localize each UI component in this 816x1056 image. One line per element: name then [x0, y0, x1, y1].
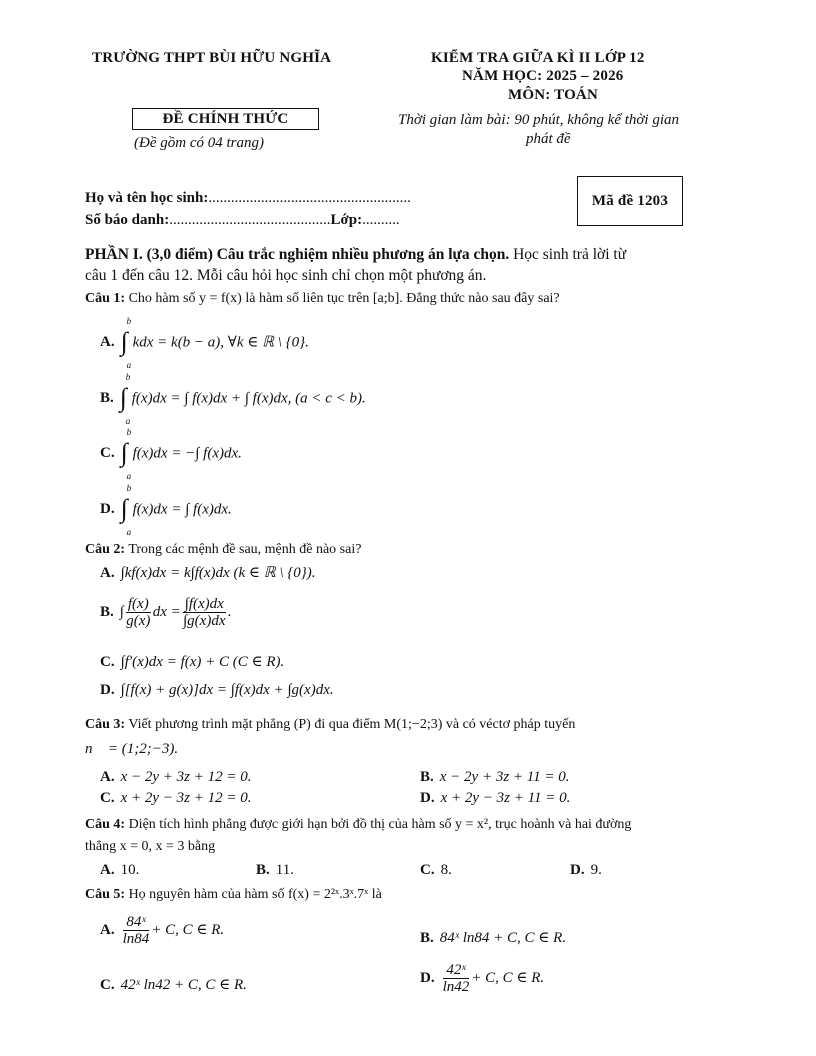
q3-option-c[interactable]: C. x + 2y − 3z + 12 = 0.	[100, 790, 252, 806]
q4-label: Câu 4:	[85, 817, 126, 832]
time-note: Thời gian làm bài: 90 phút, không kể thời gian	[398, 112, 679, 128]
q2-option-d[interactable]: D. ∫[f(x) + g(x)]dx = ∫f(x)dx + ∫g(x)dx.	[100, 682, 334, 698]
q4-option-d[interactable]: D. 9.	[570, 862, 602, 878]
part1-instruction-2: câu 1 đến câu 12. Mỗi câu hỏi học sinh chỉ chọn một phương án.	[85, 267, 487, 284]
school-year: NĂM HỌC: 2025 – 2026	[462, 68, 624, 84]
q3-option-b[interactable]: B. x − 2y + 3z + 11 = 0.	[420, 769, 570, 785]
exam-code: Mã đề 1203	[591, 193, 669, 209]
question-2	[85, 542, 361, 558]
q5-option-d[interactable]: D. $\frac{\text{42ˣ}}{\ln 42}$ + C, C ∈ R.	[420, 962, 545, 995]
question-3	[85, 717, 575, 733]
q3-option-d[interactable]: D. x + 2y − 3z + 11 = 0.	[420, 790, 571, 806]
q1-c-text: f(x)dx = −∫ f(x)dx.	[132, 445, 242, 462]
student-id-dots: ...........................................	[169, 212, 331, 228]
student-name-dots: ......................................................	[208, 190, 411, 206]
q4-text-2: thẳng x = 0, x = 3 bằng	[85, 839, 216, 854]
question-5	[85, 887, 382, 903]
q2-option-a[interactable]: A. ∫kf(x)dx = k∫f(x)dx (k ∈ ℝ \ {0}).	[100, 565, 316, 581]
q1-a-text: kdx = k(b − a), ∀k ∈ ℝ \ {0}.	[132, 334, 309, 351]
q5-label: Câu 5:	[85, 887, 126, 902]
official-box	[132, 108, 319, 130]
student-name-label: Họ và tên học sinh:	[85, 190, 209, 206]
q2-option-b[interactable]: B. ∫ $\frac{f(x)}{g(x)}$ dx = $\frac{\int f(x)dx}{\int g(x)dx}$ .	[100, 596, 232, 629]
official-label: ĐỀ CHÍNH THỨC	[162, 111, 289, 127]
q3-vector: n⃗ = (1;2;−3).	[85, 741, 179, 757]
q5-option-a[interactable]: A. $\frac{\text{84ˣ}}{\ln 84}$ + C, C ∈ R.	[100, 914, 225, 947]
q3-text: Viết phương trình mặt phẳng (P) đi qua điểm M(1;−2;3) và có véctơ pháp tuyến	[128, 717, 576, 732]
class-dots: ..........	[362, 212, 400, 228]
q2-text: Trong các mệnh đề sau, mệnh đề nào sai?	[128, 542, 362, 557]
student-name-line	[85, 190, 411, 207]
class-label: Lớp:	[330, 212, 363, 228]
q5-a-frac: $\frac{\text{84ˣ}}{\ln 84}$	[122, 914, 150, 947]
subject: MÔN: TOÁN	[508, 87, 598, 103]
q1-d-text: f(x)dx = ∫ f(x)dx.	[132, 501, 232, 518]
time-note-2: phát đề	[526, 131, 571, 147]
school-name: TRƯỜNG THPT BÙI HỮU NGHĨA	[92, 50, 332, 66]
q4-option-a[interactable]: A. 10.	[100, 862, 140, 878]
q1-option-a[interactable]: A. ∫ b a kdx = k(b − a), ∀k ∈ ℝ \ {0}.	[100, 316, 309, 370]
q3-option-a[interactable]: A. x − 2y + 3z + 12 = 0.	[100, 769, 252, 785]
q3-label: Câu 3:	[85, 717, 126, 732]
q4-text: Diện tích hình phẳng được giới hạn bởi đồ thị của hàm số y = x², trục hoành và hai đường	[128, 817, 632, 832]
q5-text: Họ nguyên hàm của hàm số f(x) = 2²ˣ.3ˣ.7ˣ là	[128, 887, 382, 902]
q1-option-c[interactable]: C. ∫ b a f(x)dx = −∫ f(x)dx.	[100, 427, 242, 481]
exam-code-box	[577, 176, 683, 226]
q5-option-c[interactable]: C. 42ˣ ln42 + C, C ∈ R.	[100, 977, 247, 993]
question-1	[85, 291, 560, 307]
q1-b-text: f(x)dx = ∫ f(x)dx + ∫ f(x)dx, (a < c < b).	[131, 390, 366, 407]
q2-b-left-frac: $\frac{f(x)}{g(x)}$	[126, 596, 151, 629]
q1-option-b[interactable]: B. ∫ b a f(x)dx = ∫ f(x)dx + ∫ f(x)dx, (a < c < b).	[100, 372, 366, 426]
q4-option-c[interactable]: C. 8.	[420, 862, 452, 878]
q2-a-text: ∫kf(x)dx = k∫f(x)dx (k ∈ ℝ \ {0}).	[120, 565, 316, 581]
question-4	[85, 817, 631, 833]
part1-title: PHẦN I. (3,0 điểm) Câu trắc nghiệm nhiều phương án lựa chọn.	[85, 246, 510, 263]
q5-d-frac: $\frac{\text{42ˣ}}{\ln 42}$	[442, 962, 470, 995]
q1-label: Câu 1:	[85, 291, 126, 306]
q1-option-d[interactable]: D. ∫ b a f(x)dx = ∫ f(x)dx.	[100, 483, 232, 537]
q4-option-b[interactable]: B. 11.	[256, 862, 294, 878]
student-id-line	[85, 212, 400, 229]
q2-option-c[interactable]: C. ∫f′(x)dx = f(x) + C (C ∈ R).	[100, 654, 285, 670]
pages-note: (Đề gồm có 04 trang)	[134, 135, 264, 151]
q5-option-b[interactable]: B. 84ˣ ln84 + C, C ∈ R.	[420, 930, 567, 946]
q1-text: Cho hàm số y = f(x) là hàm số liên tục trên [a;b]. Đẳng thức nào sau đây sai?	[128, 291, 560, 306]
student-id-label: Số báo danh:	[85, 212, 170, 228]
part1-instructions	[85, 244, 735, 286]
q2-d-text: ∫[f(x) + g(x)]dx = ∫f(x)dx + ∫g(x)dx.	[120, 682, 334, 698]
exam-title: KIỂM TRA GIỮA KÌ II LỚP 12	[431, 50, 645, 66]
q2-label: Câu 2:	[85, 542, 126, 557]
q2-c-text: ∫f′(x)dx = f(x) + C (C ∈ R).	[120, 654, 285, 670]
part1-instruction-1: Học sinh trả lời từ	[509, 246, 627, 263]
q2-b-right-frac: $\frac{\int f(x)dx}{\int g(x)dx}$	[183, 596, 226, 629]
